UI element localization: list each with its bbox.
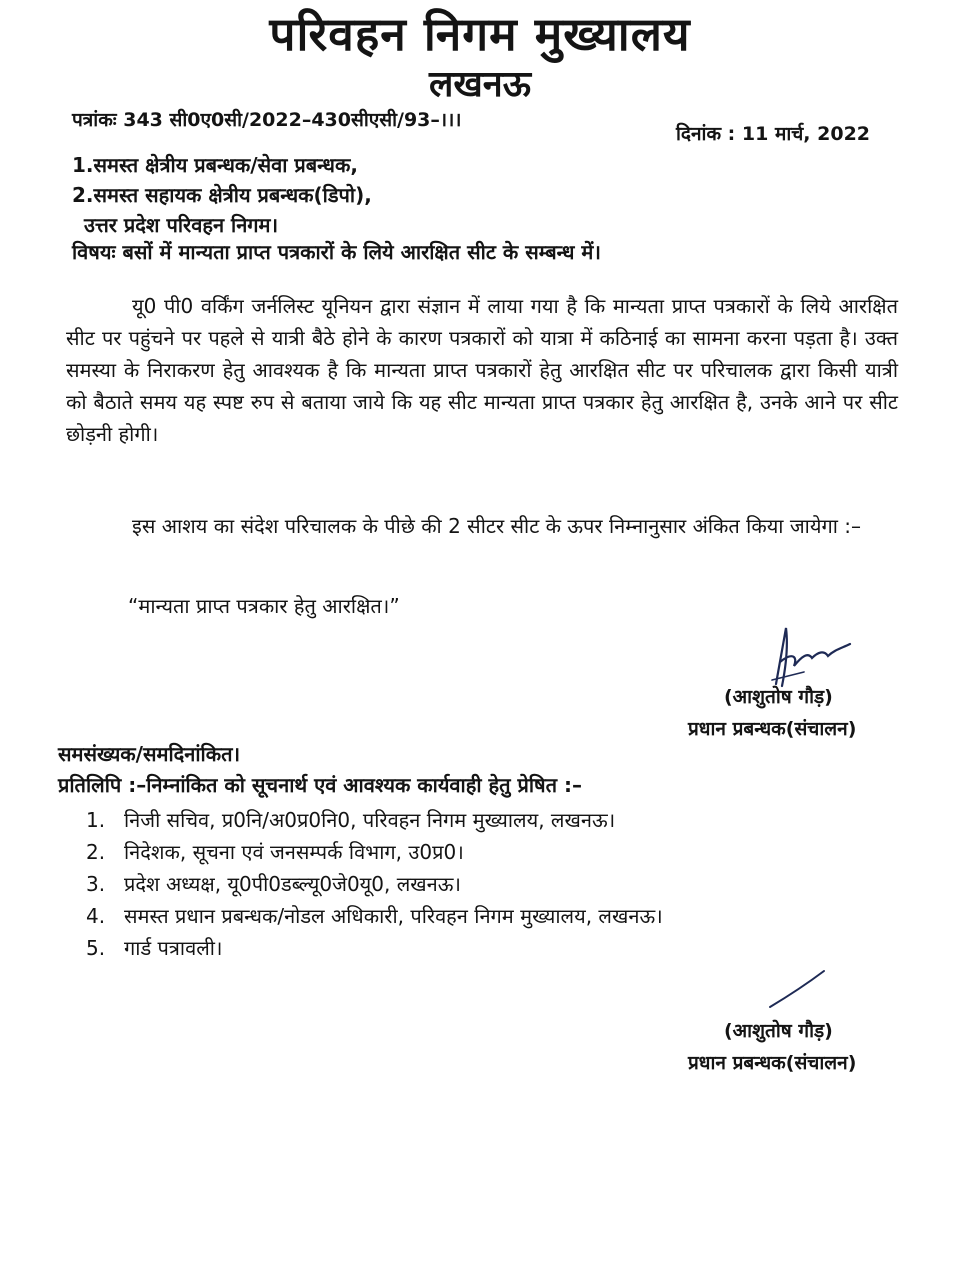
list-item: 1. निजी सचिव, प्र0नि/अ0प्र0नि0, परिवहन निगम मुख्यालय, लखनऊ। bbox=[86, 808, 616, 832]
reserved-notice-quote: “मान्यता प्राप्त पत्रकार हेतु आरक्षित।” bbox=[128, 594, 400, 618]
recipient-line: 2.समस्त सहायक क्षेत्रीय प्रबन्धक(डिपो), bbox=[72, 183, 372, 207]
list-item: 4. समस्त प्रधान प्रबन्धक/नोडल अधिकारी, परिवहन निगम मुख्यालय, लखनऊ। bbox=[86, 904, 663, 928]
recipient-line: उत्तर प्रदेश परिवहन निगम। bbox=[84, 213, 279, 237]
subject-line: विषयः बसों में मान्यता प्राप्त पत्रकारों के लिये आरक्षित सीट के सम्बन्ध में। bbox=[72, 240, 601, 264]
signatory-name: (आशुतोष गौड़) bbox=[724, 686, 833, 708]
recipient-line: 1.समस्त क्षेत्रीय प्रबन्धक/सेवा प्रबन्धक, bbox=[72, 153, 358, 177]
body-paragraph-1: यू0 पी0 वर्किंग जर्नलिस्ट यूनियन द्वारा संज्ञान में लाया गया है कि मान्यता प्राप्त पत्रकारों के लिये आरक्षित सीट पर पहुंचने पर पहले से यात्री बैठे होने के कारण पत्रकारों को यात्रा में कठिनाई का सामना करना पड़ता है। उक्त समस्या के निराकरण हेतु आवश्यक है कि मान्यता प्राप्त पत्रकारों हेतु आरक्षित सीट पर परिचालक द्वारा किसी यात्री को बैठाते समय यह स्पष्ट रुप से बताया जाये कि यह सीट मान्यता प्राप्त पत्रकार हेतु आरक्षित है, उनके आने पर सीट छोड़नी होगी। bbox=[66, 294, 898, 446]
handwritten-signature-icon bbox=[762, 622, 862, 692]
copy-to-heading: प्रतिलिपि :–निम्नांकित को सूचनार्थ एवं आवश्यक कार्यवाही हेतु प्रेषित :– bbox=[58, 773, 582, 797]
reference-number: पत्रांकः 343 सी0ए0सी/2022–430सीएसी/93–।।। bbox=[72, 109, 462, 131]
office-city: लखनऊ bbox=[428, 64, 532, 105]
body-paragraph-2: इस आशय का संदेश परिचालक के पीछे की 2 सीटर सीट के ऊपर निम्नानुसार अंकित किया जायेगा :– bbox=[132, 514, 861, 538]
list-item: 2. निदेशक, सूचना एवं जनसम्पर्क विभाग, उ0प्र0। bbox=[86, 840, 464, 864]
signatory-designation-copy: प्रधान प्रबन्धक(संचालन) bbox=[688, 1052, 857, 1074]
letter-date: दिनांक : 11 मार्च, 2022 bbox=[676, 123, 871, 145]
copy-to-list bbox=[86, 804, 663, 964]
initial-mark-icon bbox=[762, 965, 832, 1015]
list-item: 5. गार्ड पत्रावली। bbox=[86, 936, 223, 960]
recipients-block bbox=[72, 150, 372, 240]
list-item: 3. प्रदेश अध्यक्ष, यू0पी0डब्ल्यू0जे0यू0, लखनऊ। bbox=[86, 872, 462, 896]
signatory-designation: प्रधान प्रबन्धक(संचालन) bbox=[688, 718, 857, 740]
office-title: परिवहन निगम मुख्यालय bbox=[269, 7, 691, 61]
same-number-date-line: समसंख्यक/समदिनांकित। bbox=[58, 742, 241, 766]
signatory-name-copy: (आशुतोष गौड़) bbox=[724, 1020, 833, 1042]
